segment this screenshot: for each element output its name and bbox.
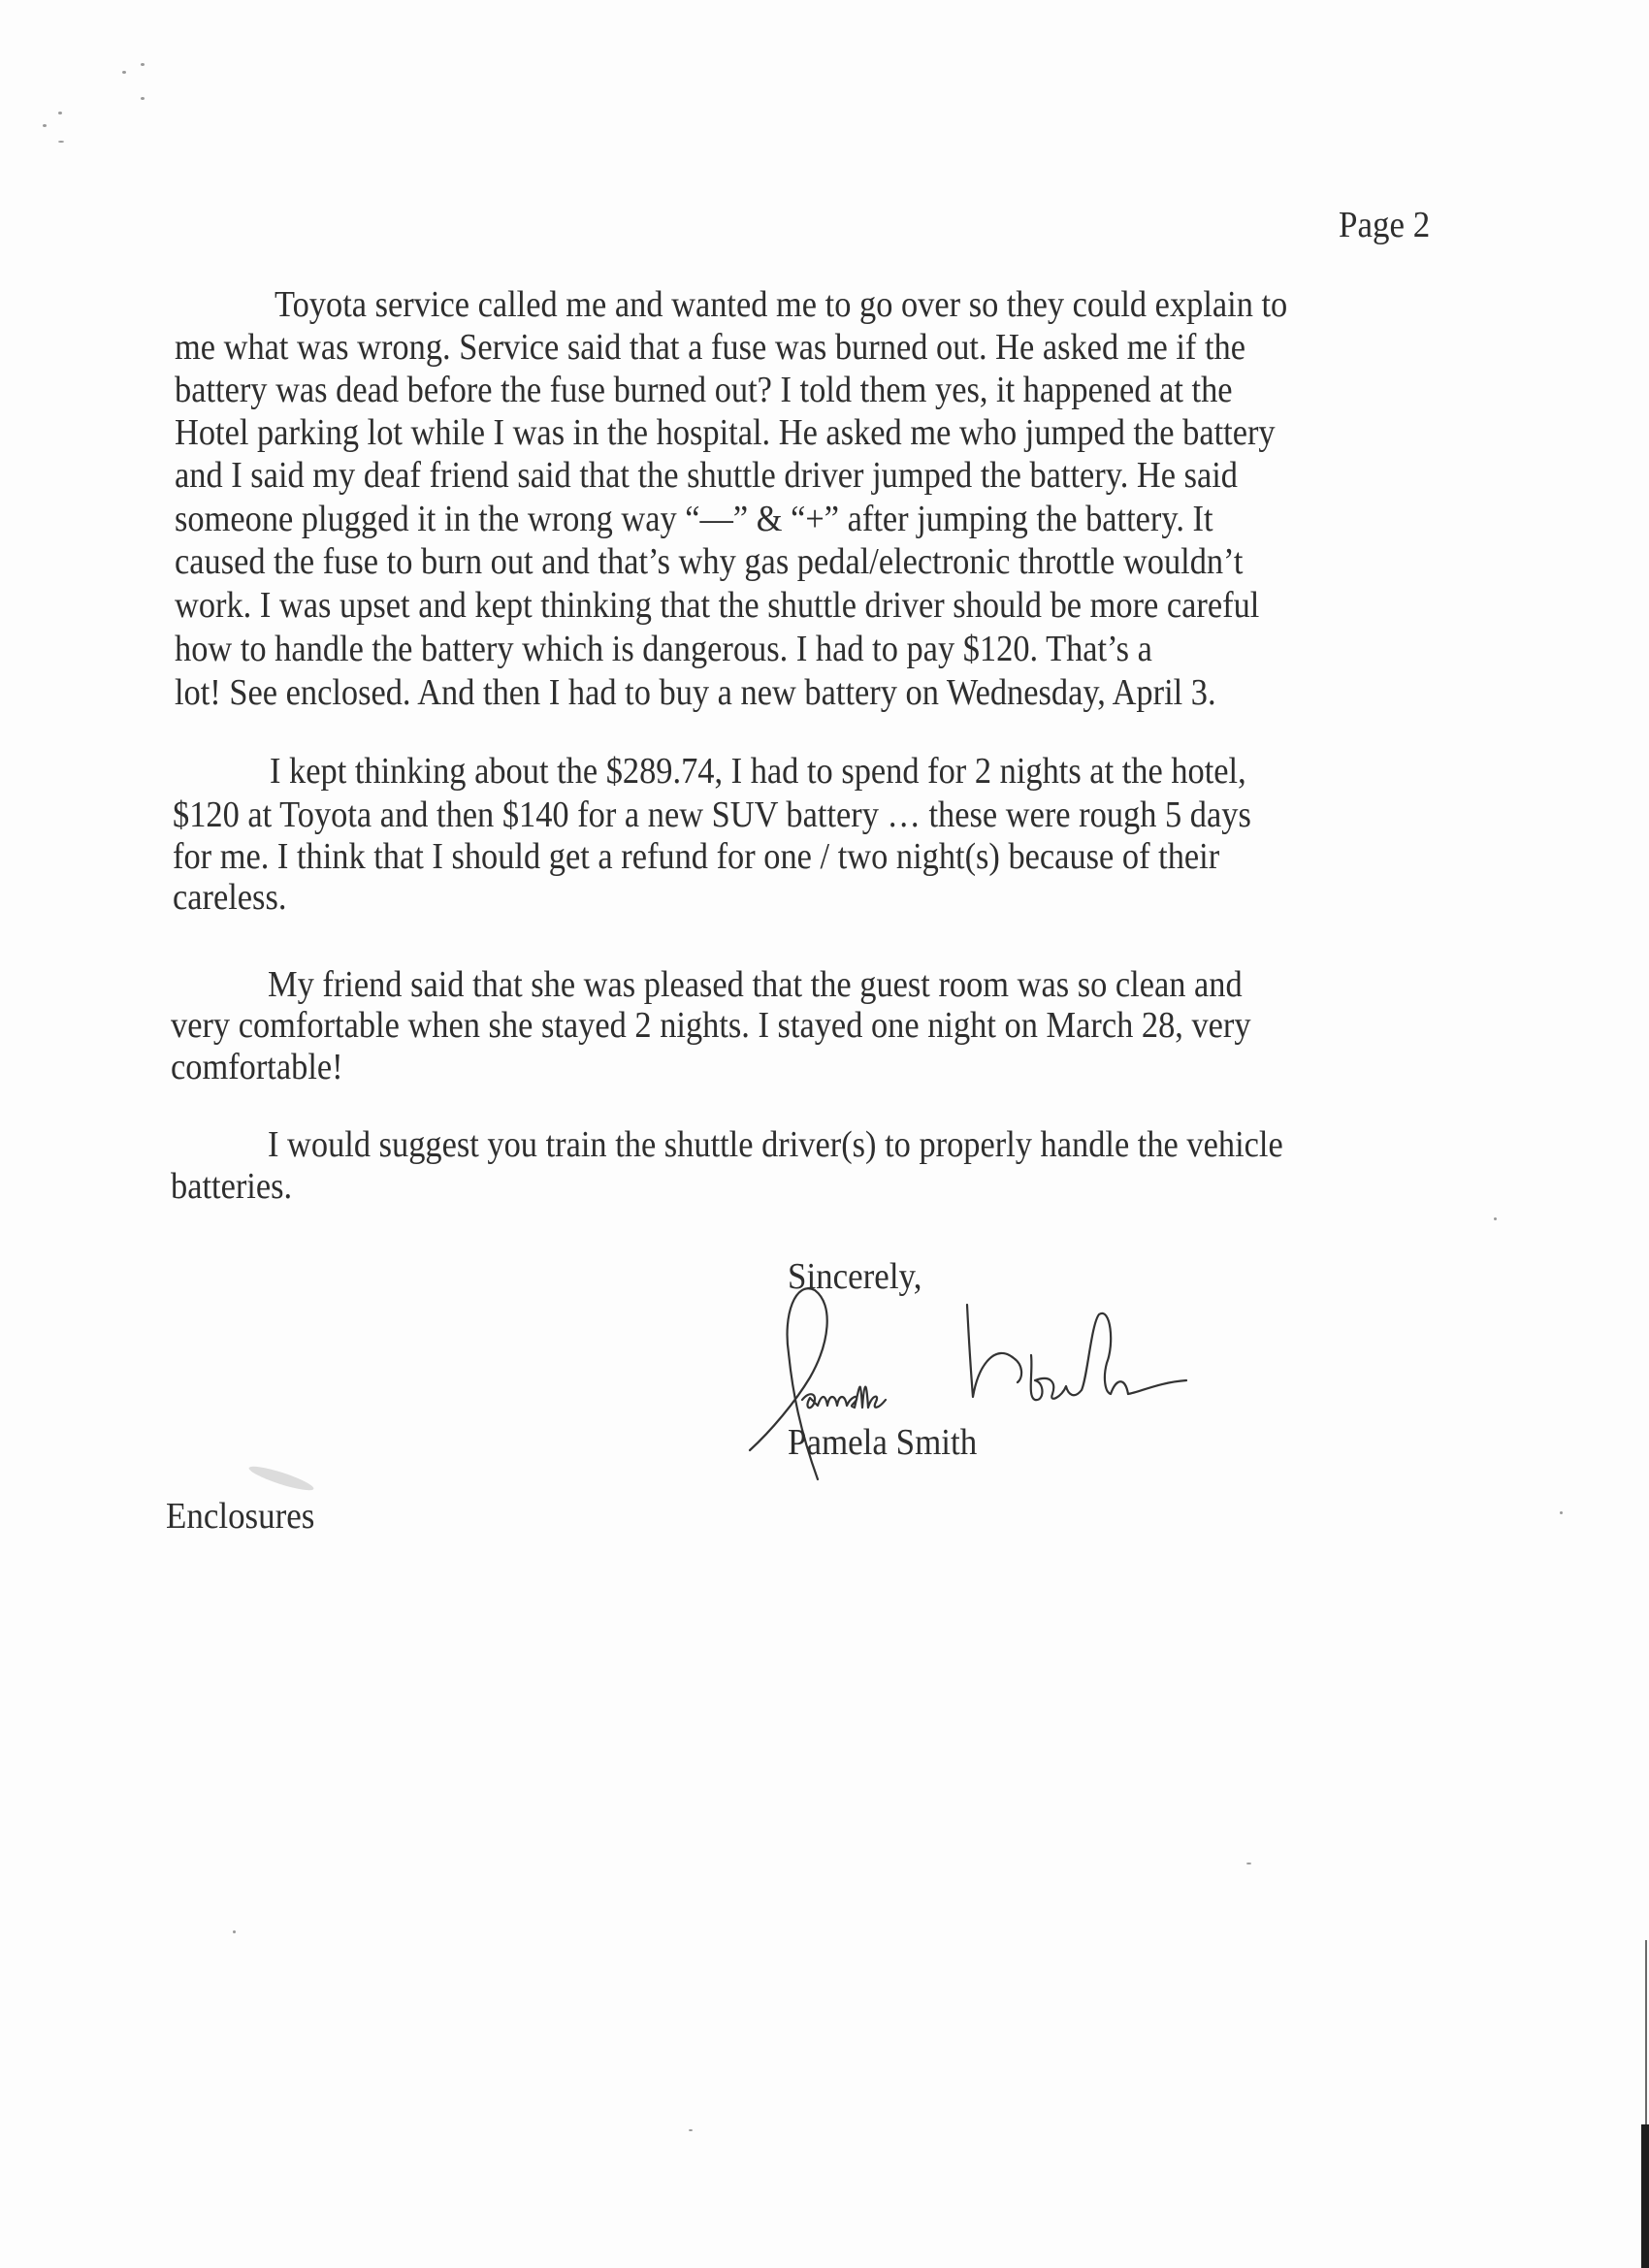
text-line: Hotel parking lot while I was in the hospital. He asked me who jumped the battery	[175, 412, 1276, 453]
text-line: for me. I think that I should get a refund for one / two night(s) because of their	[173, 836, 1220, 877]
scan-speck	[233, 1930, 236, 1933]
scan-smudge	[247, 1462, 315, 1494]
text-line: $120 at Toyota and then $140 for a new SUV battery … these were rough 5 days	[173, 794, 1251, 835]
text-line: I would suggest you train the shuttle driver(s) to properly handle the vehicle	[268, 1124, 1283, 1165]
scan-speck	[122, 71, 126, 74]
text-line: I kept thinking about the $289.74, I had to spend for 2 nights at the hotel,	[270, 751, 1246, 792]
text-line: careless.	[173, 877, 287, 918]
scan-speck	[1246, 1863, 1251, 1864]
scan-edge-line	[1645, 1940, 1647, 2124]
text-line: very comfortable when she stayed 2 nights. I stayed one night on March 28, very	[171, 1005, 1251, 1046]
scan-speck	[689, 2129, 693, 2131]
text-line: work. I was upset and kept thinking that the shuttle driver should be more careful	[175, 585, 1260, 626]
closing-salutation: Sincerely,	[788, 1256, 922, 1297]
scan-speck	[1494, 1217, 1497, 1220]
text-line: lot! See enclosed. And then I had to buy a new battery on Wednesday, April 3.	[175, 672, 1216, 713]
text-line: how to handle the battery which is dangerous. I had to pay $120. That’s a	[175, 629, 1152, 669]
page-number: Page 2	[1339, 205, 1431, 245]
scan-speck	[43, 124, 47, 127]
scan-edge-shadow	[1641, 2124, 1649, 2268]
scan-speck	[58, 141, 64, 143]
scan-speck	[1560, 1511, 1563, 1514]
scan-speck	[141, 97, 145, 100]
enclosures-label: Enclosures	[166, 1496, 315, 1537]
text-line: me what was wrong. Service said that a fuse was burned out. He asked me if the	[175, 327, 1245, 368]
text-line: batteries.	[171, 1166, 293, 1207]
text-line: Toyota service called me and wanted me to go over so they could explain to	[275, 284, 1288, 325]
text-line: someone plugged it in the wrong way “—” & “+” after jumping the battery. It	[175, 499, 1213, 539]
signer-name: Pamela Smith	[788, 1422, 978, 1463]
text-line: caused the fuse to burn out and that’s why gas pedal/electronic throttle wouldn’t	[175, 541, 1244, 582]
scan-speck	[141, 63, 145, 66]
text-line: battery was dead before the fuse burned out? I told them yes, it happened at the	[175, 370, 1233, 410]
text-line: comfortable!	[171, 1047, 343, 1087]
text-line: and I said my deaf friend said that the shuttle driver jumped the battery. He said	[175, 455, 1238, 496]
text-line: My friend said that she was pleased that the guest room was so clean and	[268, 964, 1243, 1005]
scan-speck	[58, 112, 62, 114]
